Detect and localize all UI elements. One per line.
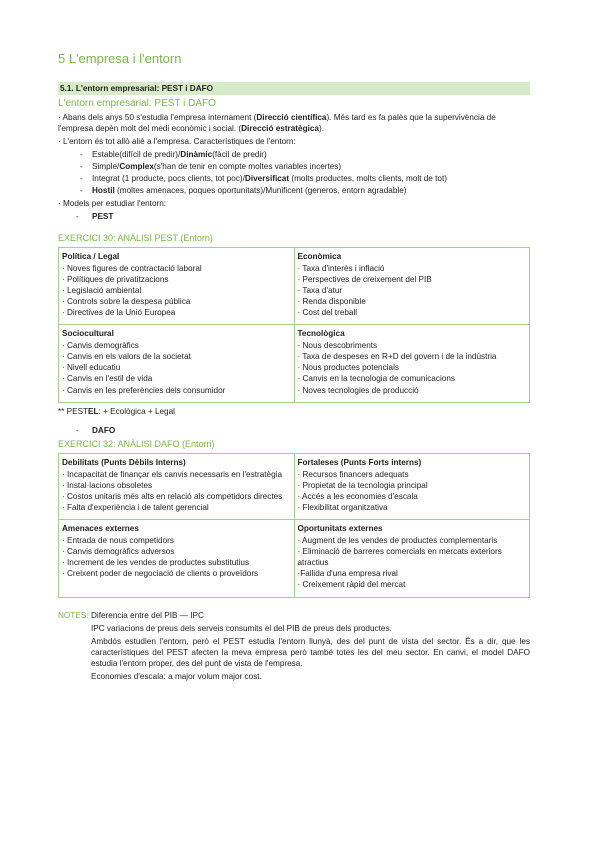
- list-item: · Controls sobre la despesa pública: [62, 297, 191, 307]
- note-line: IPC variacions de preus dels serveis consumits el del PIB de preus dels productes.: [91, 623, 392, 633]
- list-item: · Nivell educatiu: [62, 363, 121, 373]
- list-item: · Renda disponible: [297, 297, 366, 307]
- list-item: · Perspectives de creixement del PIB: [297, 274, 432, 284]
- list-item: · Taxa d'atur: [297, 286, 343, 295]
- list-item: · Noves tecnologies de producció: [297, 385, 419, 395]
- notes-label: NOTES:: [58, 610, 89, 620]
- list-item: - Estable(difícil de predir)/Dinàmic(fàcil de predir): [80, 149, 530, 160]
- cell-title: Tecnològica: [297, 329, 345, 339]
- list-item: - Integrat (1 producte, pocs clients, tot poc)/Diversificat (molts productes, molts clients, molt de tot): [80, 173, 530, 184]
- list-item: · Recursos financers adequats: [297, 469, 409, 479]
- list-item: · Canvis demogràfics adversos: [62, 547, 175, 557]
- cell-title: Oportunitats externes: [297, 524, 383, 534]
- list-item: · Augment de les vendes de productes complementaris: [297, 536, 498, 546]
- list-item: · Nous descobriments: [297, 341, 378, 351]
- pest-sociocultural-cell: [59, 325, 295, 402]
- pest-tecnologica-cell: [294, 325, 530, 402]
- note-line: Ambdós estudien l'entorn, però el PEST estudia l'entorn llunyà, des del punt de vista del sector. És a dir, que les característiques del PEST afecten la meva empresa però també totes les del meu sector. En canvi, el model DAFO estudia l'entorn proper, des del punt de vista de l'empresa.: [91, 636, 530, 668]
- cell-title: Política / Legal: [62, 251, 120, 261]
- page-title: 5 L'empresa i l'entorn: [58, 51, 182, 66]
- list-item: · Flexibilitat organitzativa: [297, 503, 388, 513]
- pestel-note: ** PESTEL: + Ecològica + Legal: [58, 406, 175, 416]
- pest-economica-cell: [294, 247, 530, 324]
- list-item: · Canvis en les preferències dels consumidor: [62, 385, 226, 395]
- environment-definition: · L'entorn és tot allò aliè a l'empresa. Característiques de l'entorn:: [58, 137, 296, 147]
- dafo-amenaces-cell: [59, 520, 295, 597]
- pest-table: [58, 247, 530, 403]
- intro-bold: Direcció científica: [256, 113, 327, 123]
- cell-title: Debilitats (Punts Dèbils Interns): [62, 457, 186, 467]
- list-item: · Legislació ambiental: [62, 286, 142, 295]
- list-item: · Nous productes potencials: [297, 363, 399, 373]
- intro-text: ).: [318, 124, 324, 134]
- list-item: · Increment de les vendes de productes substitutius: [62, 558, 250, 568]
- intro-bold: Direcció estratègica: [241, 124, 319, 134]
- intro-paragraph: [58, 112, 530, 134]
- list-item: · Creixement ràpid del mercat: [297, 580, 406, 590]
- list-item: · Costos unitaris més alts en relació als competidors directes: [62, 492, 283, 502]
- characteristics-list: [58, 149, 530, 196]
- models-intro: · Models per estudiar l'entorn:: [58, 198, 167, 208]
- dafo-table: [58, 453, 530, 598]
- exercise-pest-heading: EXERCICI 30: ANÀLISI PEST (Entorn): [58, 232, 213, 243]
- cell-title: Econòmica: [297, 251, 342, 261]
- list-item: · Directives de la Unió Europea: [62, 308, 176, 318]
- model-pest: - PEST: [76, 211, 114, 221]
- list-item: · Noves figures de contractació laboral: [62, 263, 202, 273]
- list-item: · Instal·lacions obsoletes: [62, 480, 153, 490]
- list-item: · Taxa de despeses en R+D del govern i de la indústria: [297, 352, 497, 362]
- list-item: · Eliminació de barreres comercials en mercats exteriors atractius: [297, 547, 502, 568]
- list-item: · Propietat de la tecnologia principal: [297, 480, 428, 490]
- model-dafo: - DAFO: [76, 425, 116, 435]
- dafo-debilitats-cell: [59, 453, 295, 519]
- list-item: · Polítiques de privatitzacions: [62, 274, 169, 284]
- subheading: L'entorn empresarial: PEST i DAFO: [58, 97, 216, 109]
- list-item: · Entrada de nous competidors: [62, 536, 174, 546]
- list-item: · Incapacitat de finançar els canvis necessaris en l'estratègia: [62, 469, 283, 479]
- pest-politica-cell: [59, 247, 295, 324]
- dafo-oportunitats-cell: [294, 520, 530, 597]
- list-item: · Taxa d'interès i inflació: [297, 263, 385, 273]
- list-item: · Accés a les economies d'escala: [297, 492, 418, 502]
- intro-text: · Abans dels anys 50 s'estudia l'empresa internament (: [58, 113, 257, 123]
- list-item: - Simple/Complex(s'han de tenir en compte moltes variables incertes): [80, 161, 530, 172]
- cell-title: Amenaces externes: [62, 524, 139, 534]
- list-item: - Hostil (moltes amenaces, poques oportunitats)/Munificent (generos, entorn agradable): [80, 185, 530, 196]
- list-item: · Canvis en els valors de la societat: [62, 352, 191, 362]
- exercise-dafo-heading: EXERCICI 32: ANÀLISI DAFO (Entorn): [58, 438, 215, 449]
- list-item: ·Fallida d'una empresa rival: [297, 569, 398, 579]
- list-item: · Canvis en la tecnologia de comunicacions: [297, 374, 455, 384]
- dafo-fortaleses-cell: [294, 453, 530, 519]
- note-line: Economies d'escala: a major volum major cost.: [91, 671, 262, 681]
- cell-title: Fortaleses (Punts Forts interns): [297, 457, 422, 467]
- page: [58, 50, 530, 684]
- list-item: · Creixent poder de negociació de clients o proveïdors: [62, 569, 259, 579]
- list-item: · Canvis demogràfics: [62, 341, 139, 351]
- intro-text: ). Més tard es fa palès que la supervivència de l'empresa depèn molt del medi econòmic i social. (: [58, 113, 496, 134]
- list-item: · Falta d'experiència i de talent gerencial: [62, 503, 209, 513]
- notes-section: [58, 610, 530, 682]
- list-item: · Cost del treball: [297, 308, 358, 318]
- section-heading: 5.1. L'entorn empresarial: PEST i DAFO: [58, 82, 530, 95]
- list-item: · Canvis en l'estil de vida: [62, 374, 153, 384]
- cell-title: Sociocultural: [62, 329, 114, 339]
- note-line: Diferencia entre del PIB — IPC: [91, 610, 204, 620]
